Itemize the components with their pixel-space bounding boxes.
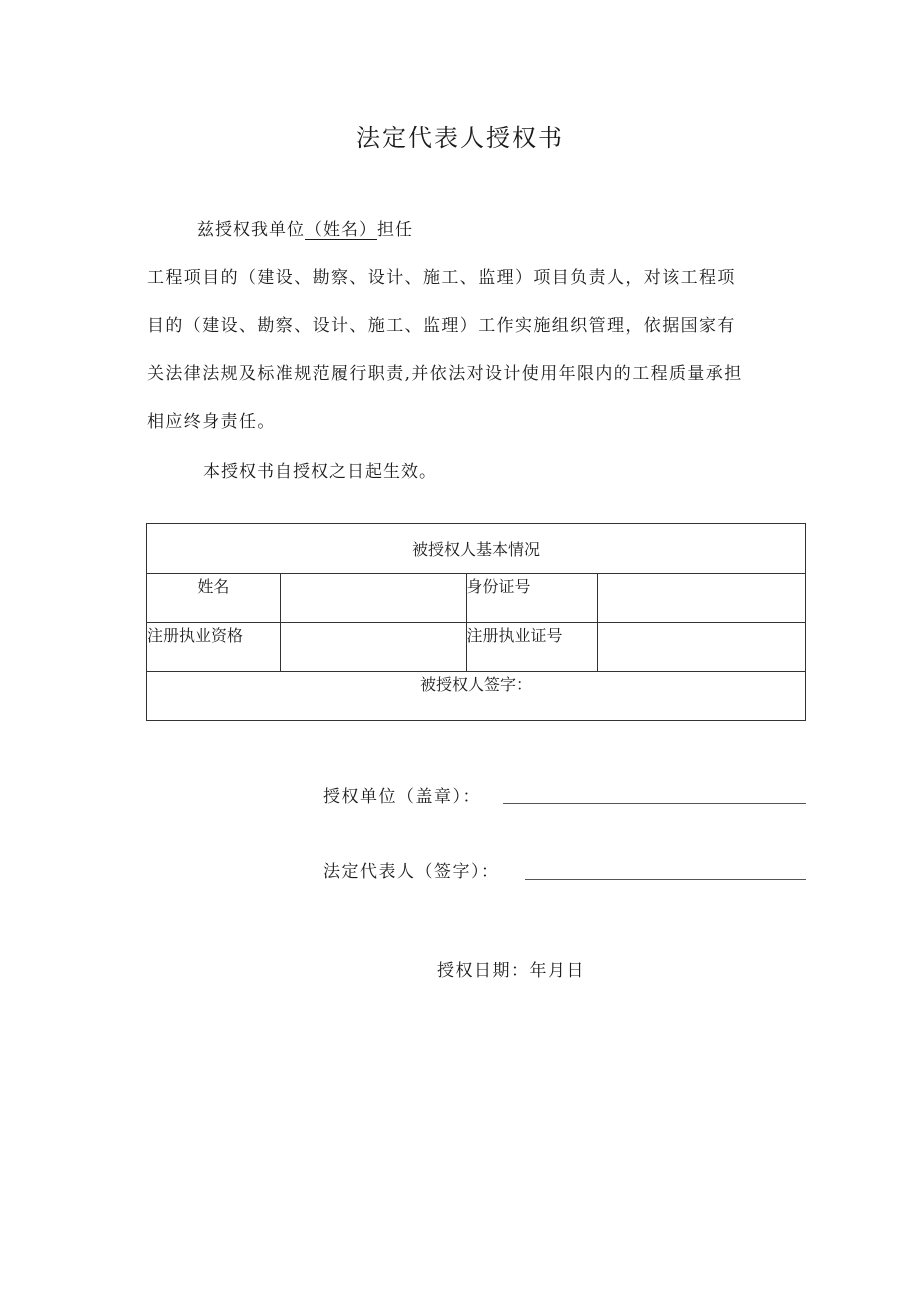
qualification-value-cell[interactable] [280,623,466,672]
authorized-person-table [146,523,806,721]
table-header: 被授权人基本情况 [147,524,806,574]
body-line: 关法律法规及标准规范履行职责,并依法对设计使用年限内的工程质量承担 [147,364,743,384]
body-line: 工程项目的（建设、勘察、设计、施工、监理）项目负责人，对该工程项 [147,268,736,288]
id-value-cell[interactable] [598,574,806,623]
id-label-cell [466,574,598,623]
cert-no-label-cell [466,623,598,672]
body-line: 相应终身责任。 [147,412,276,432]
cert-no-value-cell[interactable] [598,623,806,672]
name-value-cell[interactable] [280,574,466,623]
qualification-label-cell [147,623,281,672]
intro-prefix: 兹授权我单位 [197,220,305,240]
intro-line [197,216,413,244]
qualification-label: 注册执业资格 [147,626,244,645]
legal-rep-label: 法定代表人（签字）： [323,862,500,882]
table-row [147,623,806,672]
table-header-row [147,524,806,574]
authorizing-unit-label: 授权单位（盖章）： [323,787,481,807]
name-label: 姓名 [197,577,230,596]
authorizing-unit-blank[interactable] [503,803,806,804]
authorization-body [147,262,807,454]
body-line: 目的（建设、勘察、设计、施工、监理）工作实施组织管理，依据国家有 [147,316,736,336]
intro-suffix: 担任 [377,220,413,240]
name-placeholder: （姓名） [305,220,377,240]
document-title: 法定代表人授权书 [356,124,564,152]
table-row [147,672,806,721]
table-row [147,574,806,623]
id-label: 身份证号 [466,577,531,596]
signature-label: 被授权人签字： [419,675,532,694]
name-label-cell [147,574,281,623]
legal-rep-blank[interactable] [525,879,806,880]
cert-no-label: 注册执业证号 [466,626,563,645]
effective-statement: 本授权书自授权之日起生效。 [203,462,437,482]
signature-cell[interactable] [147,672,806,721]
authorization-date: 授权日期：年月日 [437,961,585,981]
